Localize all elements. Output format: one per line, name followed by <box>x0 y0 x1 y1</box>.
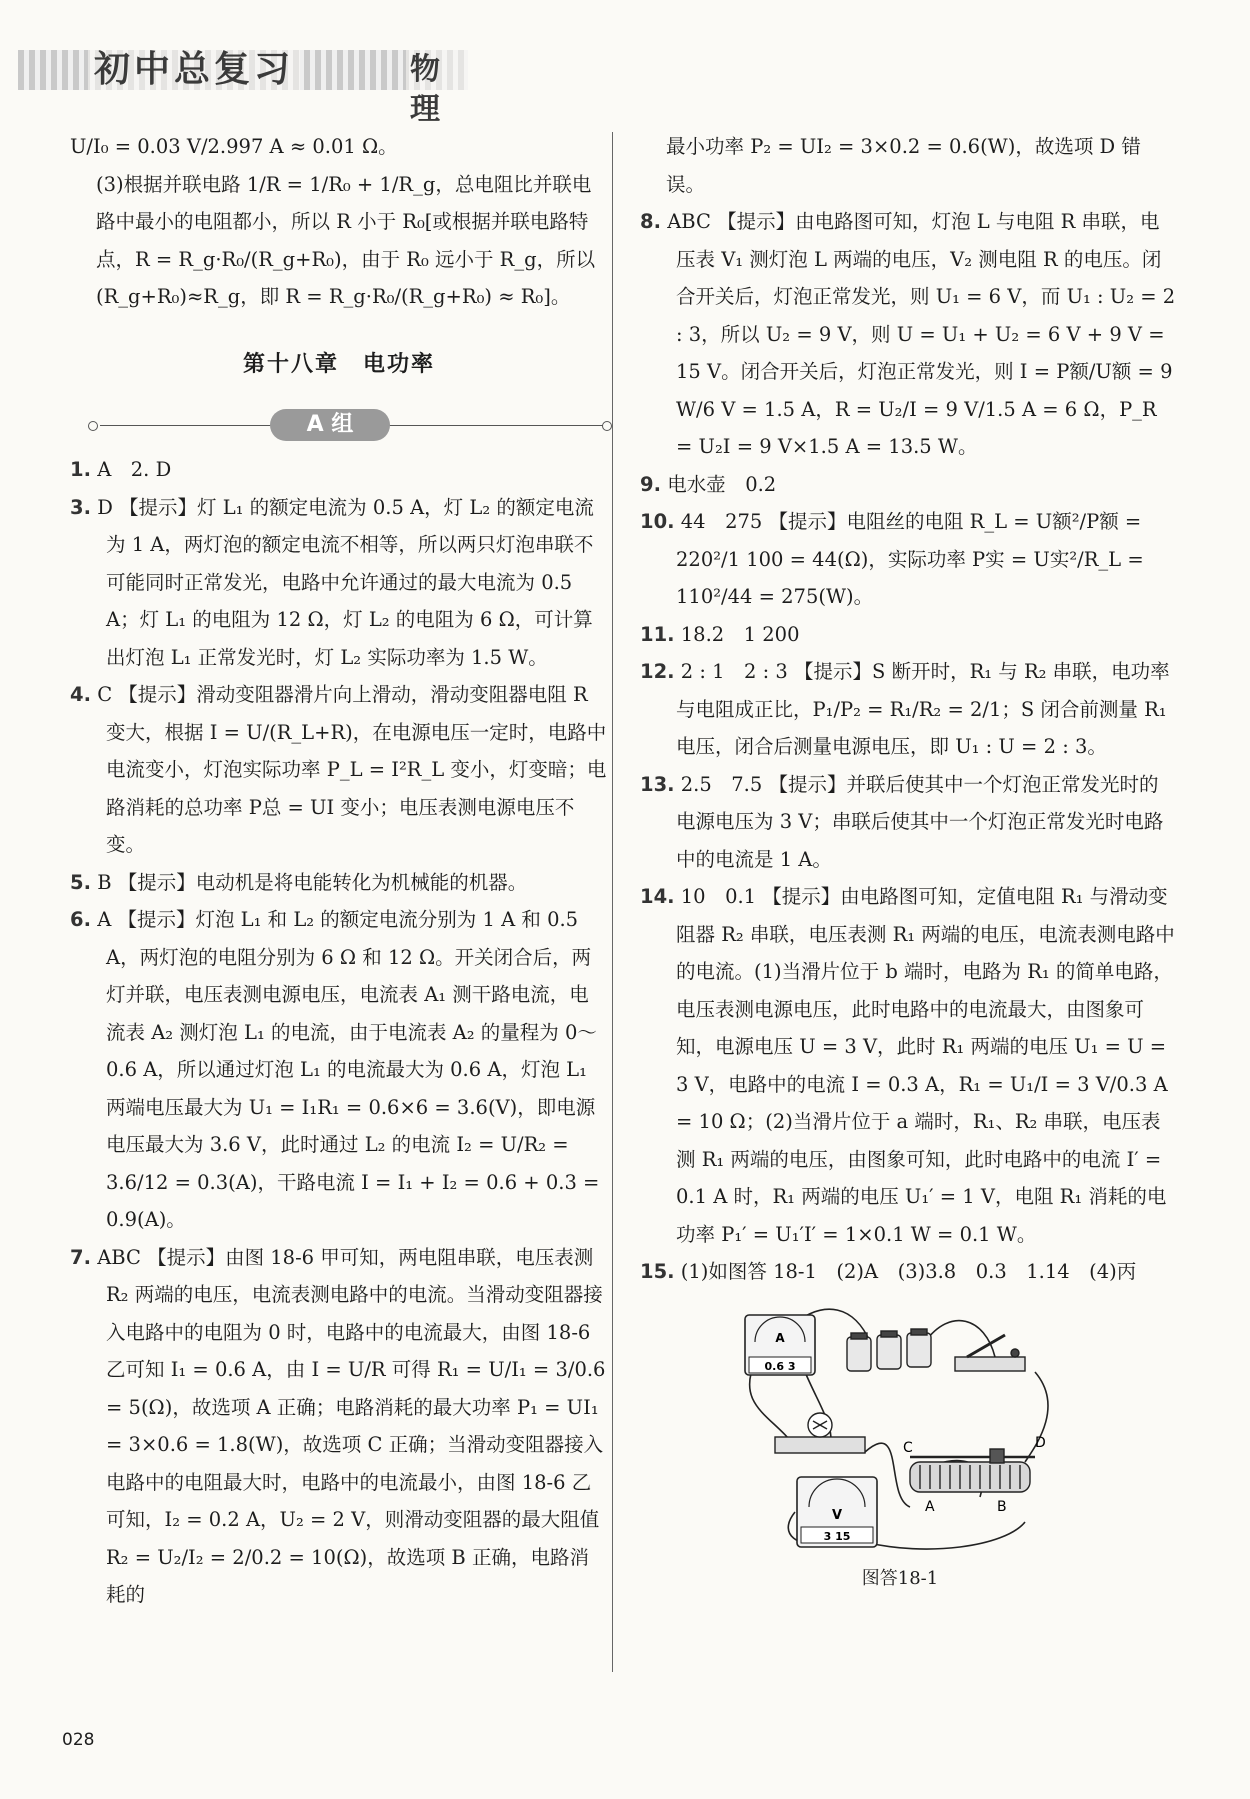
lamp-icon <box>775 1413 865 1453</box>
answer-item <box>640 616 1176 654</box>
item-text: ABC 【提示】由电路图可知，灯泡 L 与电阻 R 串联，电压表 V₁ 测灯泡 L 两端的电压，V₂ 测电阻 R 的电压。闭合开关后，灯泡正常发光，则 U₁ = 6 V，而 U₁ : U₂ = 2 : 3，所以 U₂ = 9 V，则 U = U₁ + U₂ = 6 V + 9 V = 15 V。闭合开关后，灯泡正常发光，则 I = P额/U额 = 9 W/6 V = 1.5 A，R = U₂/I = 9 V/1.5 A = 6 Ω，P_R = U₂I = 9 V×1.5 A = 13.5 W。 <box>667 210 1176 458</box>
item-number: 3. <box>70 495 91 519</box>
item-text: A 2. D <box>97 458 172 481</box>
terminal-a-label: A <box>925 1498 935 1515</box>
item-number: 11. <box>640 622 675 646</box>
item-text: 10 0.1 【提示】由电路图可知，定值电阻 R₁ 与滑动变阻器 R₂ 串联，电压表测 R₁ 两端的电压，电流表测电路中的电流。(1)当滑片位于 b 端时，电路为 R₁ 的简单电路，电压表测电源电压，此时电路中的电流最大，由图象可知，电源电压 U = 3 V，此时 R₁ 两端的电压 U₁ = U = 3 V，电路中的电流 I = 0.3 A，R₁ = U₁/I = 3 V/0.3 A = 10 Ω；(2)当滑片位于 a 端时，R₁、R₂ 串联，电压表测 R₁ 两端的电压，由图象可知，此时电路中的电流 I′ = 0.1 A 时，R₁ 两端的电压 U₁′ = 1 V，电阻 R₁ 消耗的电功率 P₁′ = U₁′I′ = 1×0.1 W = 0.1 W。 <box>676 885 1175 1246</box>
item-number: 8. <box>640 210 661 233</box>
answer-item <box>640 1253 1176 1291</box>
continuation-paragraph: (3)根据并联电路 1/R = 1/R₀ + 1/R_g，总电阻比并联电路中最小的电阻都小，所以 R 小于 R₀[或根据并联电路特点，R = R_g·R₀/(R_g+R₀)，由于 R₀ 远小于 R_g，所以(R_g+R₀)≈R_g，即 R = R_g·R₀/(R_g+R₀) ≈ R₀]。 <box>96 172 596 308</box>
ammeter-scale: 0.6 3 <box>764 1359 796 1373</box>
item-number: 4. <box>70 683 91 706</box>
item-number: 13. <box>640 772 675 796</box>
subject-label: 物理 <box>406 50 468 90</box>
wire <box>865 1522 1025 1549</box>
item-text: D 【提示】灯 L₁ 的额定电流为 0.5 A，灯 L₂ 的额定电流为 1 A，两灯泡的额定电流不相等，所以两只灯泡串联不可能同时正常发光，电路中允许通过的最大电流为 0.5 A；灯 L₁ 的电阻为 12 Ω，灯 L₂ 的电阻为 6 Ω，可计算出灯泡 L₁ 正常发光时，灯 L₂ 实际功率为 1.5 W。 <box>97 495 594 669</box>
item-text: A 【提示】灯泡 L₁ 和 L₂ 的额定电流分别为 1 A 和 0.5 A，两灯泡的电阻分别为 6 Ω 和 12 Ω。开关闭合后，两灯并联，电压表测电源电压，电流表 A₁ 测干路电流，电流表 A₂ 测灯泡 L₁ 的电流，由于电流表 A₂ 的量程为 0～0.6 A，所以通过灯泡 L₁ 的电流最大为 0.6 A，灯泡 L₁ 两端电压最大为 U₁ = I₁R₁ = 0.6×6 = 3.6(V)，即电源电压最大为 3.6 V，此时通过 L₂ 的电流 I₂ = U/R₂ = 3.6/12 = 0.3(A)，干路电流 I = I₁ + I₂ = 0.6 + 0.3 = 0.9(A)。 <box>97 908 600 1231</box>
item-number: 15. <box>640 1260 675 1283</box>
battery-icon <box>847 1329 931 1371</box>
item-text: 电水壶 0.2 <box>667 472 777 496</box>
item-number: 6. <box>70 908 91 931</box>
answer-item <box>640 503 1176 616</box>
item-number: 10. <box>640 510 675 533</box>
answer-item <box>70 864 608 902</box>
item-text: ABC 【提示】由图 18-6 甲可知，两电阻串联，电压表测 R₂ 两端的电压，电流表测电路中的电流。当滑动变阻器接入电路中的电阻为 0 时，电路中的电流最大，由图 18-6 乙可知 I₁ = 0.6 A，由 I = U/R 可得 R₁ = U/I₁ = 3/0.6 = 5(Ω)，故选项 A 正确；电路消耗的最大功率 P₁ = UI₁ = 3×0.6 = 1.8(W)，故选项 C 正确；当滑动变阻器接入电路中的电阻最大时，电路中的电流最小，由图 18-6 乙可知，I₂ = 0.2 A，U₂ = 2 V，则滑动变阻器的最大阻值 R₂ = U₂/I₂ = 2/0.2 = 10(Ω)，故选项 B 正确，电路消耗的 <box>97 1245 606 1606</box>
item-text: C 【提示】滑动变阻器滑片向上滑动，滑动变阻器电阻 R 变大，根据 I = U/(R_L+R)，在电源电压一定时，电路中电流变小，灯泡实际功率 P_L = I²R_L 变小，灯变暗；电路消耗的总功率 P总 = UI 变小；电压表测电源电压不变。 <box>97 683 607 856</box>
item-text: 18.2 1 200 <box>680 622 800 646</box>
circuit-diagram <box>735 1297 1065 1567</box>
chapter-title: 第十八章 电功率 <box>242 351 435 377</box>
answer-item <box>70 901 608 1239</box>
answer-item <box>70 1239 608 1614</box>
item-number: 14. <box>640 885 675 908</box>
column-divider <box>612 132 613 1672</box>
terminal-d-label: D <box>1035 1434 1046 1451</box>
circuit-figure <box>735 1297 1065 1567</box>
voltmeter-scale: 3 15 <box>823 1529 851 1543</box>
terminal-c-label: C <box>903 1439 913 1456</box>
answer-item <box>640 203 1176 466</box>
group-a-banner <box>70 403 608 447</box>
wire <box>925 1320 995 1356</box>
continuation-formula: U/I₀ = 0.03 V/2.997 A ≈ 0.01 Ω。 <box>70 135 398 158</box>
item-text: (1)如图答 18-1 (2)A (3)3.8 0.3 1.14 (4)丙 <box>680 1260 1137 1283</box>
answer-item <box>640 466 1176 504</box>
item-text: 2 : 1 2 : 3 【提示】S 断开时，R₁ 与 R₂ 串联，电功率与电阻成正比，P₁/P₂ = R₁/R₂ = 2/1；S 闭合前测量 R₁ 电压，闭合后测量电源电压，即 U₁ : U = 2 : 3。 <box>676 660 1170 758</box>
ammeter-letter: A <box>775 1330 785 1345</box>
page-header <box>18 44 468 127</box>
item-text: 44 275 【提示】电阻丝的电阻 R_L = U额²/P额 = 220²/1 100 = 44(Ω)，实际功率 P实 = U实²/R_L = 110²/44 = 275(W)。 <box>676 510 1144 608</box>
item-number: 1. <box>70 458 91 481</box>
switch-icon <box>955 1335 1025 1371</box>
page-number: 028 <box>62 1730 95 1750</box>
banner-dot-left <box>88 421 98 431</box>
voltmeter-letter: V <box>831 1507 843 1523</box>
rheostat-icon <box>910 1449 1035 1492</box>
figure-caption: 图答18-1 <box>861 1567 939 1589</box>
continuation-paragraph: 最小功率 P₂ = UI₂ = 3×0.2 = 0.6(W)，故选项 D 错误。 <box>666 135 1141 196</box>
item-number: 5. <box>70 870 91 894</box>
group-label: A 组 <box>270 409 390 441</box>
item-text: 2.5 7.5 【提示】并联后使其中一个灯泡正常发光时的电源电压为 3 V；串联后使其中一个灯泡正常发光时电路中的电流是 1 A。 <box>676 772 1164 871</box>
answer-item <box>640 653 1176 766</box>
answer-item <box>70 489 608 677</box>
item-number: 9. <box>640 472 661 496</box>
banner-dot-right <box>602 421 612 431</box>
book-title: 初中总复习 <box>88 44 300 96</box>
answer-item <box>70 451 608 489</box>
answer-item <box>640 766 1176 879</box>
left-column <box>70 128 608 1614</box>
terminal-b-label: B <box>997 1498 1007 1515</box>
right-column <box>640 128 1176 1591</box>
answer-item <box>640 878 1176 1253</box>
item-number: 12. <box>640 660 675 683</box>
item-number: 7. <box>70 1245 91 1269</box>
item-text: B 【提示】电动机是将电能转化为机械能的机器。 <box>97 870 528 894</box>
answer-item <box>70 676 608 864</box>
